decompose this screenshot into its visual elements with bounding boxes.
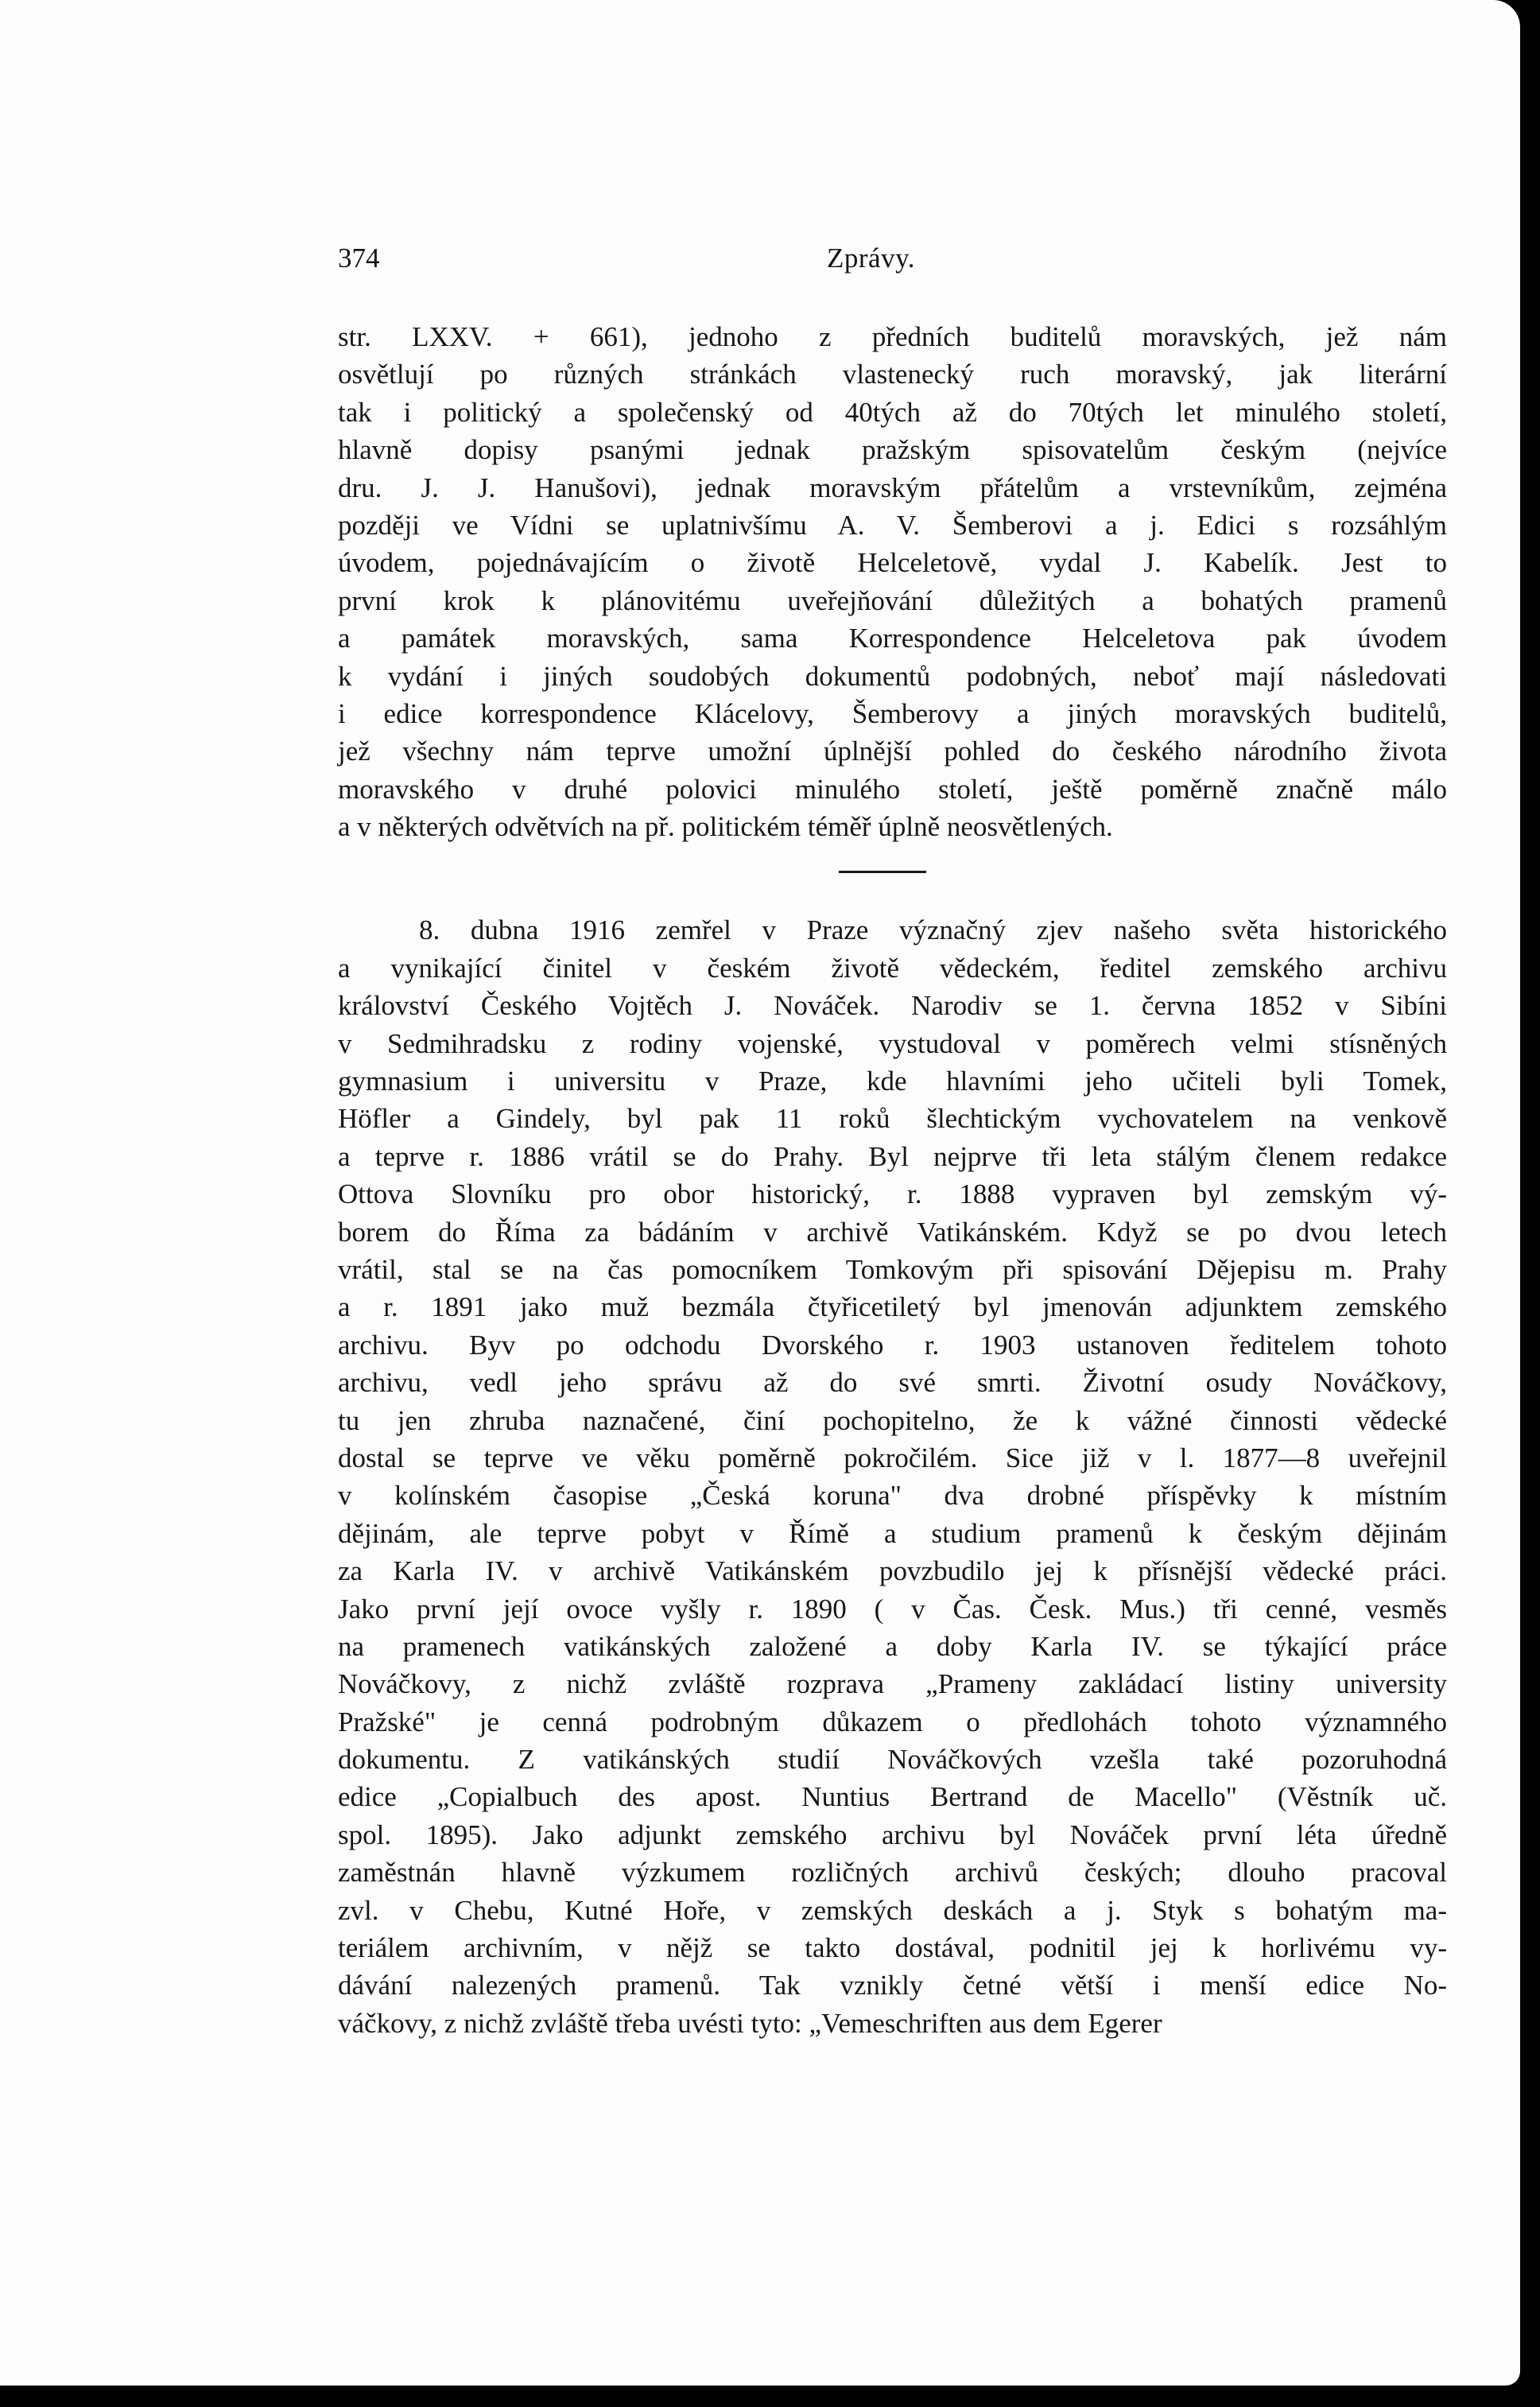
text-line: první krok k plánovitému uveřejňování důležitých a bohatých pramenů (338, 584, 1447, 616)
text-line: dostal se teprve ve věku poměrně pokročilém. Sice již v l. 1877—8 uveřejnil (338, 1442, 1447, 1473)
text-line: str. LXXV. + 661), jednoho z předních buditelů moravských, jež nám (338, 321, 1447, 352)
text-line: Höfler a Gindely, byl pak 11 roků šlechtickým vychovatelem na venkově (338, 1103, 1447, 1135)
text-line: úvodem, pojednávajícím o životě Helceletově, vydal J. Kabelík. Jest to (338, 547, 1447, 579)
page-header (338, 243, 1447, 282)
text-line: v Sedmihradsku z rodiny vojenské, vystudoval v poměrech velmi stísněných (338, 1027, 1447, 1059)
text-line: Pražské" je cenná podrobným důkazem o předlohách tohoto významného (338, 1706, 1447, 1737)
text-line: 8. dubna 1916 zemřel v Praze význačný zjev našeho světa historického (419, 914, 1447, 946)
text-line: a památek moravských, sama Korrespondence Helceletova pak úvodem (338, 623, 1447, 654)
text-line: v kolínském časopise „Česká koruna" dva drobné příspěvky k místním (338, 1480, 1447, 1512)
text-line: spol. 1895). Jako adjunkt zemského archivu byl Nováček první léta úředně (338, 1819, 1447, 1850)
text-line: teriálem archivním, v nějž se takto dostával, podnitil jej k horlivému vy- (338, 1932, 1447, 1964)
body-text (338, 318, 1447, 2042)
text-line: Nováčkovy, z nichž zvláště rozprava „Prameny zakládací listiny university (338, 1668, 1447, 1700)
paragraph-obituary-novacek (338, 911, 1447, 2042)
text-line: borem do Říma za bádáním v archivě Vatikánském. Když se po dvou letech (338, 1216, 1447, 1248)
text-line: tu jen zhruba naznačené, činí pochopitelno, že k vážné činnosti vědecké (338, 1404, 1447, 1436)
paragraph-continued (338, 318, 1447, 845)
text-line: hlavně dopisy psanými jednak pražským spisovatelům českým (nejvíce (338, 434, 1447, 466)
text-line: později ve Vídni se uplatnivšímu A. V. Šemberovi a j. Edici s rozsáhlým (338, 509, 1447, 541)
page-number: 374 (338, 243, 380, 274)
text-line: Jako první její ovoce vyšly r. 1890 ( v Čas. Česk. Mus.) tři cenné, vesměs (338, 1593, 1447, 1625)
text-line: dějinám, ale teprve pobyt v Římě a studium pramenů k českým dějinám (338, 1517, 1447, 1549)
text-line: archivu. Byv po odchodu Dvorského r. 1903 ustanoven ředitelem tohoto (338, 1329, 1447, 1361)
text-line: na pramenech vatikánských založené a doby Karla IV. se týkající práce (338, 1630, 1447, 1662)
text-line: a teprve r. 1886 vrátil se do Prahy. Byl nejprve tři leta stálým členem redakce (338, 1140, 1447, 1172)
text-line: zaměstnán hlavně výzkumem rozličných archivů českých; dlouho pracoval (338, 1857, 1447, 1889)
text-line: edice „Copialbuch des apost. Nuntius Bertrand de Macello" (Věstník uč. (338, 1781, 1447, 1813)
text-line: i edice korrespondence Klácelovy, Šemberovy a jiných moravských buditelů, (338, 697, 1447, 729)
text-line: gymnasium i universitu v Praze, kde hlavními jeho učiteli byli Tomek, (338, 1066, 1447, 1097)
text-line: váčkovy, z nichž zvláště třeba uvésti tyto: „Vemeschriften aus dem Egerer (338, 2007, 1162, 2039)
text-line: dokumentu. Z vatikánských studií Nováčkových vzešla také pozoruhodná (338, 1744, 1447, 1776)
text-line: a v některých odvětvích na př. politickém téměř úplně neosvětlených. (338, 811, 1113, 843)
text-line: a vynikající činitel v českém životě vědeckém, ředitel zemského archivu (338, 952, 1447, 984)
text-line: dru. J. J. Hanušovi), jednak moravským přátelům a vrstevníkům, zejména (338, 472, 1447, 503)
text-line: Ottova Slovníku pro obor historický, r. 1888 vypraven byl zemským vý- (338, 1178, 1447, 1210)
text-line: k vydání i jiných soudobých dokumentů podobných, neboť mají následovati (338, 660, 1447, 692)
text-line: moravského v druhé polovici minulého století, ještě poměrně značně málo (338, 773, 1447, 805)
text-line: zvl. v Chebu, Kutné Hoře, v zemských deskách a j. Styk s bohatým ma- (338, 1894, 1447, 1926)
text-line: a r. 1891 jako muž bezmála čtyřicetiletý byl jmenován adjunktem zemského (338, 1291, 1447, 1323)
text-line: království Českého Vojtěch J. Nováček. Narodiv se 1. června 1852 v Sibíni (338, 990, 1447, 1022)
text-line: za Karla IV. v archivě Vatikánském povzbudilo jej k přísnější vědecké práci. (338, 1555, 1447, 1587)
text-line: tak i politický a společenský od 40tých až do 70tých let minulého století, (338, 396, 1447, 428)
running-title: Zprávy. (827, 243, 916, 274)
text-line: vrátil, stal se na čas pomocníkem Tomkovým při spisování Dějepisu m. Prahy (338, 1253, 1447, 1285)
text-line: jež všechny nám teprve umožní úplnější pohled do českého národního života (338, 736, 1447, 767)
text-line: archivu, vedl jeho správu až do své smrti. Životní osudy Nováčkovy, (338, 1367, 1447, 1399)
text-line: dávání nalezených pramenů. Tak vznikly četné větší i menší edice No- (338, 1970, 1447, 2001)
text-line: osvětlují po různých stránkách vlastenecký ruch moravský, jak literární (338, 359, 1447, 390)
